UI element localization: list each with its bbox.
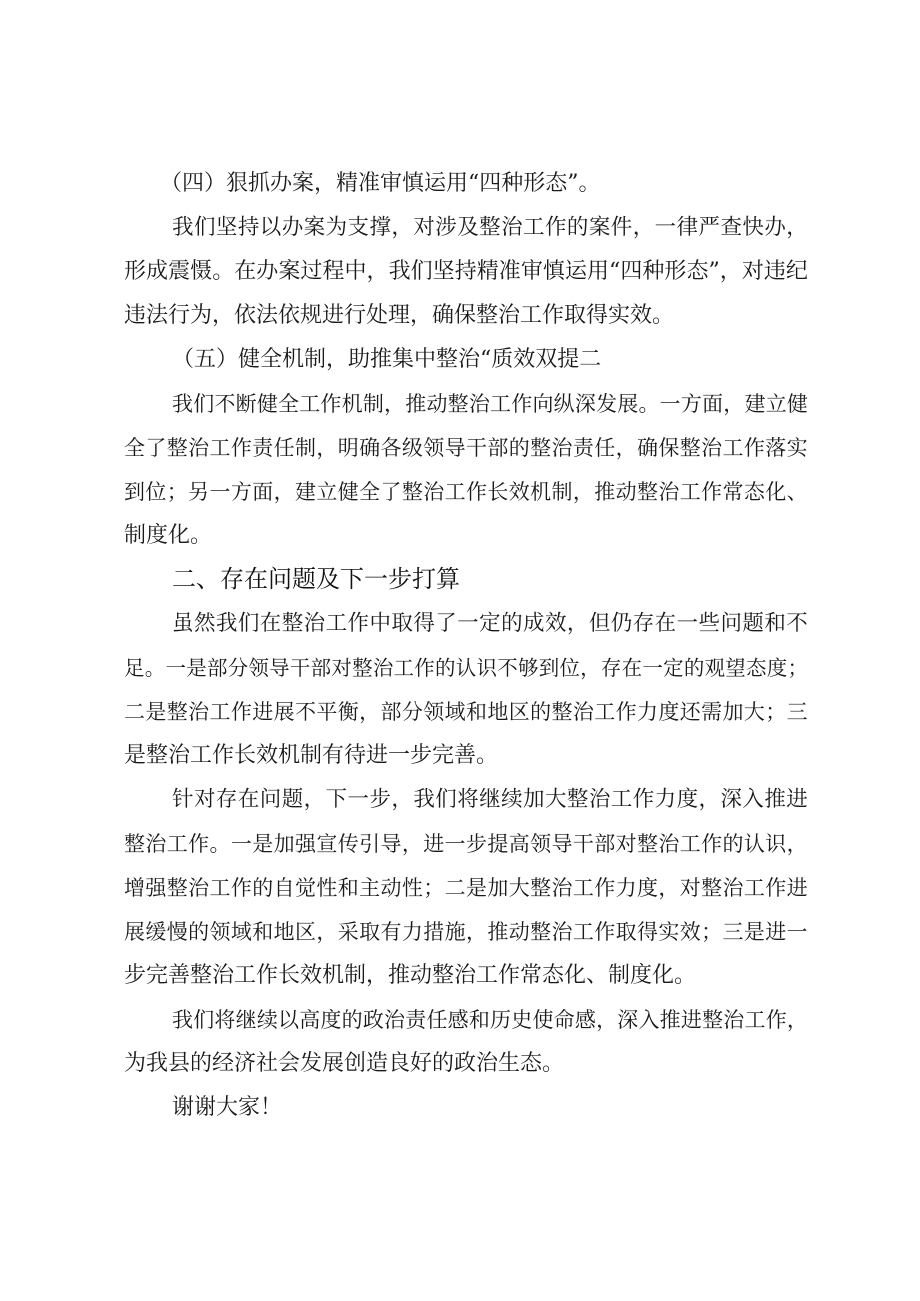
section-two-title: 二、存在问题及下一步打算	[172, 565, 460, 593]
paragraph-seven-line-2: 整 治 工 作 。 一 是 加 强 宣 传 引 导 ， 进 一 步 提 高 领 导 干 部 对 整 治 工 作 的 认 识 ，	[124, 832, 808, 856]
paragraph-six-line-2: 足 。 一 是 部 分 领 导 干 部 对 整 治 工 作 的 认 识 不 够 到 位 ， 存 在 一 定 的 观 望 态 度 ；	[124, 656, 808, 680]
paragraph-five-line-1: 我 们 不 断 健 全 工 作 机 制 ， 推 动 整 治 工 作 向 纵 深 发 展 。 一 方 面 ， 建 立 健	[172, 392, 808, 416]
subheading-four: （四）狠抓办案，精准审慎运用“四种形态”。	[160, 171, 601, 196]
paragraph-six-line-4: 是整治工作长效机制有待进一步完善。	[124, 743, 499, 768]
subheading-five: （五）健全机制，助推集中整治“质效双提二	[172, 347, 602, 372]
paragraph-seven-line-4: 展 缓 慢 的 领 域 和 地 区 ， 采 取 有 力 措 施 ， 推 动 整 治 工 作 取 得 实 效 ； 三 是 进 一	[124, 920, 808, 944]
paragraph-four-line-3: 违法行为，依法依规进行处理，确保整治工作取得实效。	[124, 303, 675, 328]
paragraph-five-line-2: 全 了 整 治 工 作 责 任 制 ， 明 确 各 级 领 导 干 部 的 整 治 责 任 ， 确 保 整 治 工 作 落 实	[124, 436, 808, 460]
paragraph-eight-line-2: 为我县的经济社会发展创造良好的政治生态。	[124, 1051, 565, 1076]
paragraph-five-line-3: 到 位 ； 另 一 方 面 ， 建 立 健 全 了 整 治 工 作 长 效 机 制 ， 推 动 整 治 工 作 常 态 化 、	[124, 480, 808, 504]
paragraph-seven-line-1: 针 对 存 在 问 题 ， 下 一 步 ， 我 们 将 继 续 加 大 整 治 工 作 力 度 ， 深 入 推 进	[172, 787, 808, 812]
paragraph-six-line-3: 二 是 整 治 工 作 进 展 不 平 衡 ， 部 分 领 域 和 地 区 的 整 治 工 作 力 度 还 需 加 大 ； 三	[124, 700, 808, 724]
paragraph-five-line-4: 制度化。	[124, 523, 213, 548]
paragraph-four-line-1: 我 们 坚 持 以 办 案 为 支 撑 ， 对 涉 及 整 治 工 作 的 案 件 ， 一 律 严 查 快 办 ，	[172, 215, 808, 240]
paragraph-four-line-2: 形 成 震 慑 。 在 办 案 过 程 中 ， 我 们 坚 持 精 准 审 慎 运 用 “ 四 种 形 态 ” ， 对 违 纪	[124, 259, 808, 284]
paragraph-seven-line-3: 增 强 整 治 工 作 的 自 觉 性 和 主 动 性 ； 二 是 加 大 整 治 工 作 力 度 ， 对 整 治 工 作 进	[124, 876, 808, 900]
paragraph-six-line-1: 虽 然 我 们 在 整 治 工 作 中 取 得 了 一 定 的 成 效 ， 但 仍 存 在 一 些 问 题 和 不	[172, 611, 808, 636]
closing-remark: 谢谢大家！	[172, 1095, 283, 1120]
paragraph-seven-line-5: 步完善整治工作长效机制，推动整治工作常态化、制度化。	[124, 963, 697, 988]
paragraph-eight-line-1: 我 们 将 继 续 以 高 度 的 政 治 责 任 感 和 历 史 使 命 感 ， 深 入 推 进 整 治 工 作 ，	[172, 1008, 808, 1032]
